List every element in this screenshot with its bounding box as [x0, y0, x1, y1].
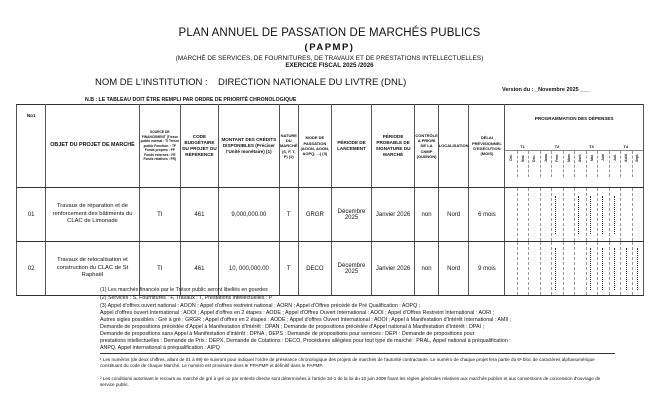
month-label: Mars [566, 153, 571, 162]
cell-nature: T [279, 188, 298, 242]
cell-code: 461 [181, 188, 219, 242]
col-header-controle: CONTRÔLE A PRIORI DE LA CNMP (OUI/NON) [415, 105, 438, 188]
col-header-source: SOURCE DE FINANCEMENT (Trésor public normal : TI Trésor public Fonction. : TF Fonds propres : FP Fonds externes : FE Fonds relatives : FR) [139, 105, 180, 188]
legend-line: Autres sigles possibles : Gré à gré : GRGR ; Appel d'offres en 2 étapes : AODE ; Appel d'offres Ouvert International : AOOI ; Appel à Manifestation d'Intérêt International : AMII ; [100, 317, 512, 323]
legend-line: (3) Appel d'offres ouvert national : AOON ; Appel d'offres restreint national : AORN ; Appel d'Offres précédé de Pré Qualification : AOPQ ; [100, 303, 421, 309]
priority-note: N.B : LE TABLEAU DOIT ÊTRE REMPLI PAR ORDRE DE PRIORITÉ CHRONOLOGIQUE [85, 97, 297, 103]
month-label: Févr. [555, 153, 560, 162]
schedule-mark [602, 196, 604, 234]
cell-objet: Travaux de relocalisation et construction du CLAC de St Raphaël [46, 242, 139, 296]
cell-controle: non [415, 188, 438, 242]
fiscal-year: EXERCICE FISCAL 2025 /2026 [285, 62, 374, 69]
month-label: Oct. [508, 154, 513, 161]
cell-signature: Janvier 2026 [371, 188, 414, 242]
quarter-t4: T4 [623, 144, 629, 150]
institution-label: NOM DE L'INSTITUTION : [95, 77, 208, 88]
cell-programmation [505, 188, 644, 242]
col-header-objet: OBJET DU PROJET DE MARCHÉ [46, 105, 139, 188]
document-subtitle: (MARCHÉ DE SERVICES, DE FOURNITURES, DE TRAVAUX ET DE PRESTATIONS INTELLECTUELLES) [175, 55, 484, 62]
cell-code: 461 [181, 242, 219, 296]
cell-localisation: Nord [438, 188, 469, 242]
procurement-table [16, 104, 644, 296]
cell-objet: Travaux de réparation et de renforcement des bâtiments du CLAC de Limonade [46, 188, 139, 242]
cell-signature: Janvier 2026 [371, 242, 414, 296]
month-label: Nov. [520, 154, 525, 162]
document-title: PLAN ANNUEL DE PASSATION DE MARCHÉS PUBLICS [178, 27, 481, 39]
col-header-code: CODE BUDGÉTAIRE DU PROJET OU RÉFÉRENCE [181, 105, 219, 188]
legend-line: Demande de propositions sans Appel à Manifestation d'intérêt : DPNA ; DEPS : Demande de propositions pour services : DEPI : Demande de propositions pour [100, 331, 475, 337]
schedule-mark [602, 248, 604, 290]
month-label: Juin [601, 154, 606, 162]
table-row [17, 188, 644, 242]
footnote-2: ² Les conditions autorisant le recours au marché de gré à gré ou par entente directe sont déterminées à l'article 34-1 de la loi du 10 juin 2009 fixant les règles générales relatives aux marchés publics et aux conventions de concession d'ouvrage de service public. [100, 376, 601, 388]
cell-lancement: Décembre 2025 [332, 242, 372, 296]
schedule-mark [637, 248, 639, 290]
legend-line: (2) Services : S, Fournitures : F, Travaux : T, Prestations intellectuelles : P [100, 295, 273, 301]
col-header-programmation [505, 105, 644, 188]
col-header-localisation: LOCALISATION [438, 105, 469, 188]
cell-no: 02 [17, 242, 46, 296]
month-label: Sept. [635, 153, 640, 162]
legend-line: Appel d'offres ouvert International : AOOI ; Appel d'offres en 2 étapes : AODE ; Appel d'Offres Ouvert International : AOOI ; Appel d'Offres Restreint International : AORI ; [100, 310, 495, 316]
quarter-t1: T1 [520, 144, 525, 150]
month-label: Déc. [532, 154, 537, 162]
schedule-mark [626, 248, 628, 290]
schedule-mark [590, 196, 592, 234]
table-header-row [17, 105, 644, 188]
cell-no: 01 [17, 188, 46, 242]
schedule-mark [578, 196, 580, 234]
schedule-mark [590, 248, 592, 290]
cell-montant: 10, 000,000.00 [218, 242, 279, 296]
cell-source: TI [139, 242, 180, 296]
legend-line: ANPQ, Appel international à préqualification : AIPQ [100, 345, 220, 351]
footnote-divider [100, 353, 615, 354]
schedule-mark [614, 248, 616, 290]
legend-line: Demande de propositions précédée d'Appel à Manifestation d'Intérêt : DPAN ; Demande de propositions précédée d'Appel national à Manifestation d'Intérêt : DPAI ; [100, 324, 484, 330]
cell-mode: DECO [298, 242, 332, 296]
col-header-signature: PÉRIODE PROBABLE DE SIGNATURE DU MARCHÉ [371, 105, 414, 188]
programmation-title: PROGRAMMATION DES DÉPENSES [534, 116, 614, 121]
schedule-mark [555, 196, 557, 234]
legend-line: prestations intellectuelles : Demande de Prix : DEPX, Demande de Cotations : DECO, Procédures allégées pour tout type de marché : PRAL, Appel national à préqualification : [100, 338, 511, 344]
institution-value: DIRECTION NATIONALE DU LIVTRE (DNL) [218, 77, 407, 88]
cell-programmation [505, 242, 644, 296]
cell-montant: 9,000,000.00 [218, 188, 279, 242]
cell-controle: non [415, 242, 438, 296]
quarter-t3: T3 [589, 144, 594, 150]
cell-nature: T [279, 242, 298, 296]
cell-lancement: Décembre 2025 [332, 188, 372, 242]
month-row [505, 151, 643, 177]
col-header-montant: MONTANT DES CRÉDITS DISPONIBLES (Préciser l'Unité monétaire) (1) [218, 105, 279, 188]
document-acronym: (PAPMP) [304, 42, 355, 53]
month-label: Avril [578, 153, 583, 162]
cell-delai: 6 mois [469, 188, 505, 242]
legend-line: (1) Les marchés financés par le Trésor public seront libellés en gourdes [100, 287, 268, 293]
schedule-mark [614, 196, 616, 234]
col-header-lancement: PÉRIODE DE LANCEMENT [332, 105, 372, 188]
schedule-mark [555, 248, 557, 290]
cell-source: TI [139, 188, 180, 242]
month-label: Mai [589, 154, 594, 161]
month-label: Août [623, 153, 628, 162]
month-label: Janv. [543, 153, 548, 162]
version-date: Version du : _Novembre 2025 ___ [502, 87, 590, 93]
cell-localisation: Nord [438, 242, 469, 296]
quarter-t2: T2 [554, 144, 560, 150]
col-header-delai: DÉLAI PRÉVISIONNEL D'EXÉCUTION (MOIS) [469, 105, 505, 188]
month-label: Juil. [612, 154, 617, 161]
col-header-mode: MODE DE PASSATION (AOON, AOON, AOPQ, ...) (3) [298, 105, 332, 188]
cell-mode: GRGR [298, 188, 332, 242]
footnote-1: ¹ Les numéros (de deux chiffres, allant de 01 à 99) se suivront pour indiquer l'ordre de préséance chronologique des projets de marchés de l'autorité contractante. Le numéro de chaque projet fera partie du 6ᵉ bloc de caractères alphanumérique constituant du code de chaque Marché. Le numéro est provisoire dans le PPAPMP et définitif dans le PAPMP. [100, 357, 595, 369]
cell-delai: 9 mois [469, 242, 505, 296]
col-header-no: No1 [17, 105, 46, 188]
col-header-nature: NATURE DU MARCHÉ (S, F, T, P) (2) [279, 105, 298, 188]
